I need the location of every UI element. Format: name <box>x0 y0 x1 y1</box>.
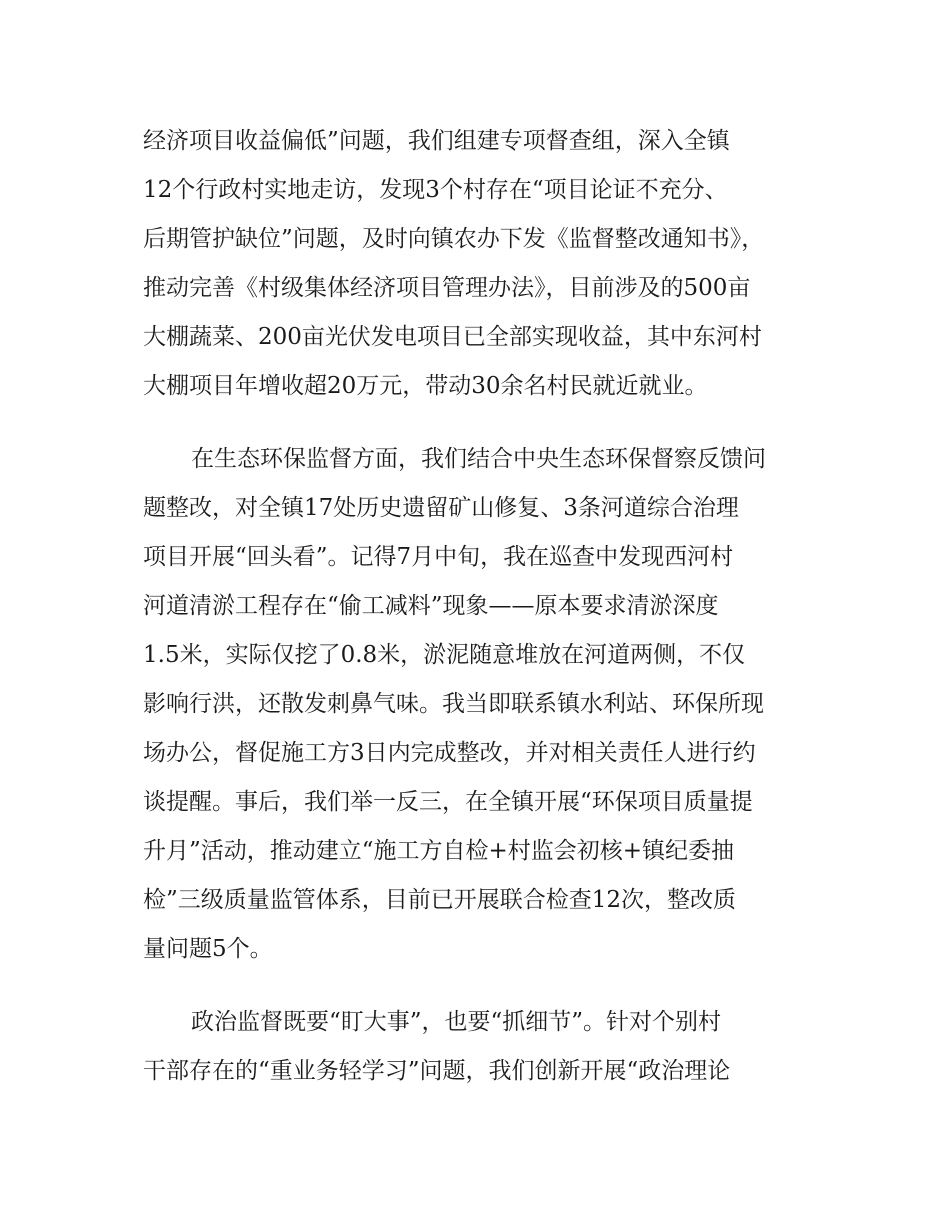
text-line: 题整改，对全镇17处历史遗留矿山修复、3条河道综合治理 <box>143 495 739 521</box>
text-line: 干部存在的“重业务轻学习”问题，我们创新开展“政治理论 <box>143 1058 731 1084</box>
text-line: 推动完善《村级集体经济项目管理办法》，目前涉及的500亩 <box>143 275 751 301</box>
text-line: 项目开展“回头看”。记得7月中旬，我在巡查中发现西河村 <box>143 544 734 570</box>
text-line: 大棚项目年增收超20万元，带动30余名村民就近就业。 <box>143 373 708 399</box>
paragraph-political-supervision <box>143 998 730 1096</box>
text-line: 河道清淤工程存在“偷工减料”现象——原本要求清淤深度 <box>143 593 719 619</box>
text-line: 升月”活动，推动建立“施工方自检+村监会初核+镇纪委抽 <box>143 838 735 864</box>
text-line: 12个行政村实地走访，发现3个村存在“项目论证不充分、 <box>143 177 728 203</box>
text-line: 大棚蔬菜、200亩光伏发电项目已全部实现收益，其中东河村 <box>143 324 762 350</box>
text-line: 谈提醒。事后，我们举一反三，在全镇开展“环保项目质量提 <box>143 789 753 815</box>
text-line: 场办公，督促施工方3日内完成整改，并对相关责任人进行约 <box>143 740 756 766</box>
paragraph-project-supervision <box>143 117 764 411</box>
text-line: 1.5米，实际仅挖了0.8米，淤泥随意堆放在河道两侧，不仅 <box>143 642 746 668</box>
text-line: 政治监督既要“盯大事”，也要“抓细节”。针对个别村 <box>191 1009 722 1035</box>
text-line: 检”三级质量监管体系，目前已开展联合检查12次，整改质 <box>143 887 737 913</box>
text-line: 量问题5个。 <box>143 936 273 962</box>
text-line: 经济项目收益偏低”问题，我们组建专项督查组，深入全镇 <box>143 128 730 154</box>
text-line: 后期管护缺位”问题，及时向镇农办下发《监督整改通知书》， <box>143 226 765 252</box>
text-line: 在生态环保监督方面，我们结合中央生态环保督察反馈问 <box>191 446 766 472</box>
paragraph-eco-supervision <box>143 435 766 974</box>
text-line: 影响行洪，还散发刺鼻气味。我当即联系镇水利站、环保所现 <box>143 691 764 717</box>
